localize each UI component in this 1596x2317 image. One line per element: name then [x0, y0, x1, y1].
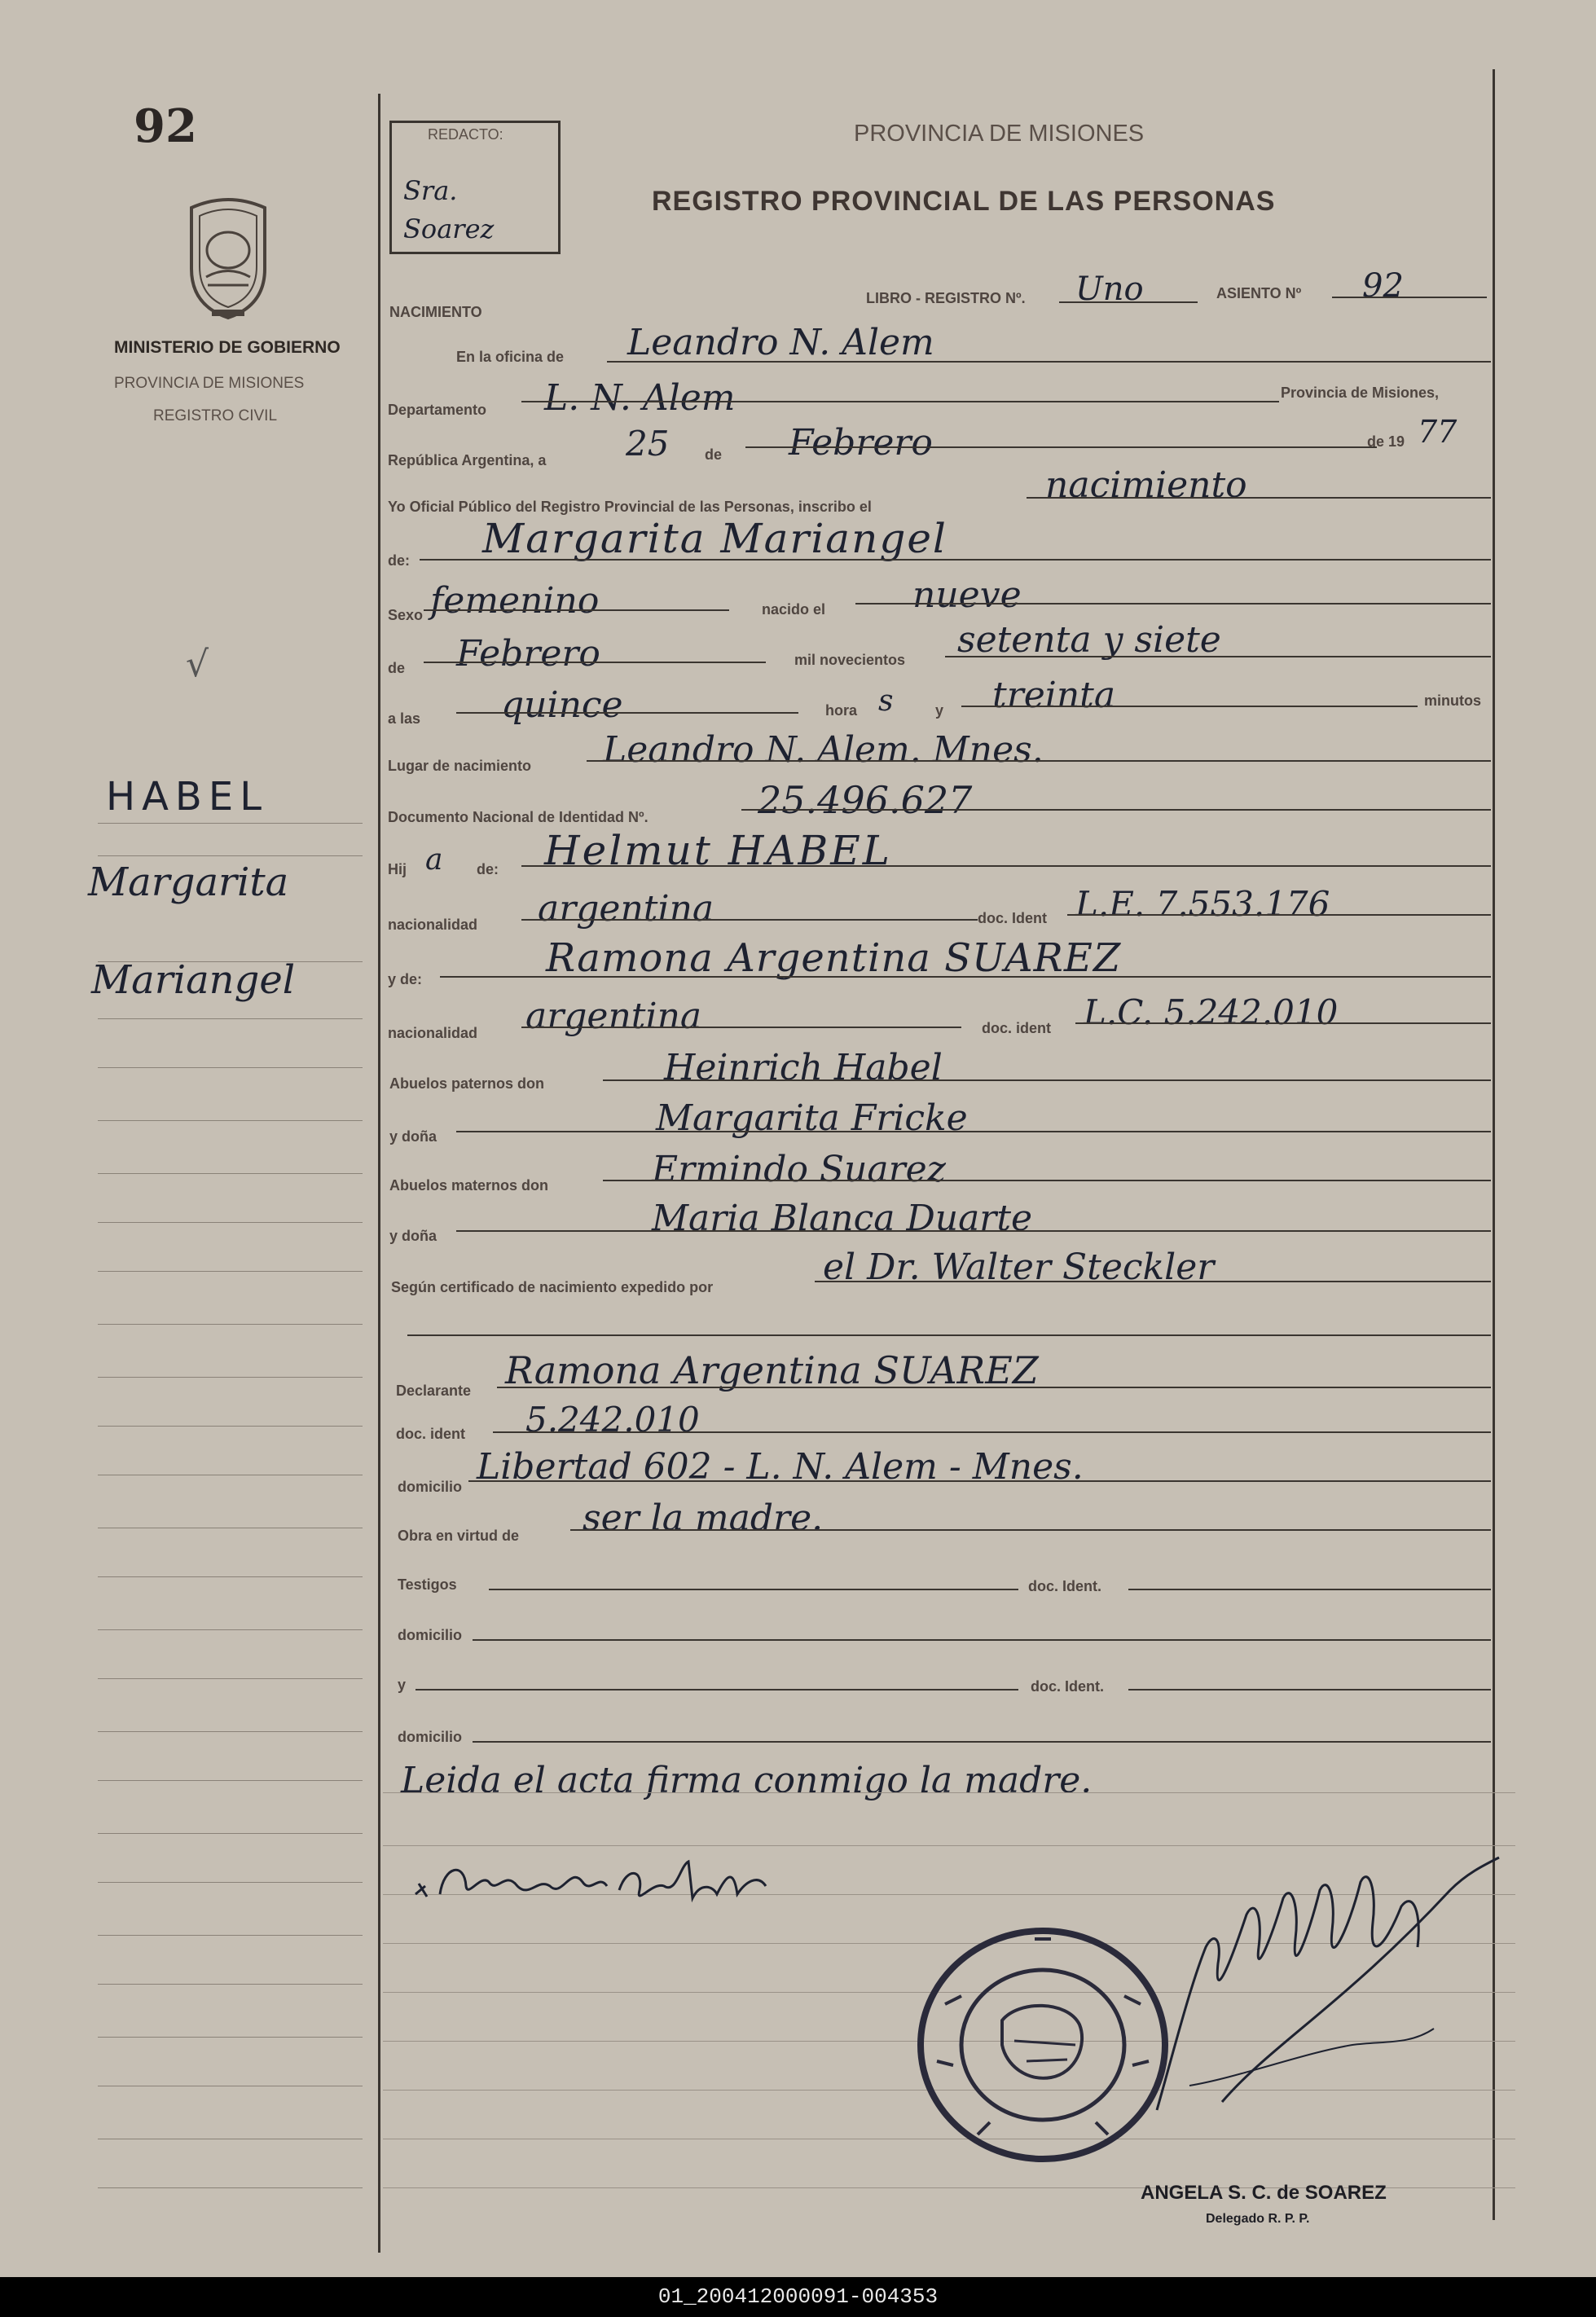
label-testigos: Testigos: [398, 1576, 457, 1593]
label-doc-ident-madre: doc. ident: [982, 1020, 1051, 1036]
label-de: de: [705, 446, 723, 463]
field-nacido-mes: Febrero: [456, 633, 600, 675]
field-inscribo: nacimiento: [1045, 464, 1247, 506]
label-sexo: Sexo: [388, 607, 424, 623]
field-lugar: Leandro N. Alem. Mnes.: [603, 729, 1044, 771]
field-dni: 25.496.627: [758, 778, 973, 822]
label-minutos: minutos: [1424, 692, 1481, 709]
redacto-line-2: Soarez: [403, 213, 495, 244]
field-madre: Ramona Argentina SUAREZ: [546, 935, 1122, 981]
section-nacimiento: NACIMIENTO: [389, 304, 482, 320]
field-leida: Leida el acta firma conmigo la madre.: [401, 1760, 1093, 1801]
field-anio: 77: [1418, 414, 1458, 450]
label-nacionalidad-2: nacionalidad: [388, 1025, 478, 1041]
page-number: 92: [134, 99, 197, 153]
field-hij-suffix: a: [425, 843, 443, 877]
officer-title: Delegado R. P. P.: [1206, 2212, 1310, 2226]
label-domicilio: domicilio: [398, 1479, 463, 1495]
label-obra: Obra en virtud de: [398, 1528, 520, 1544]
margin-given-name-1: Margarita: [88, 860, 289, 905]
label-doc-ident-t1: doc. Ident.: [1028, 1578, 1101, 1594]
official-seal-icon: [912, 1923, 1173, 2167]
libro-label: LIBRO - REGISTRO Nº.: [866, 290, 1026, 306]
field-oficina: Leandro N. Alem: [627, 322, 934, 363]
ministry-title: MINISTERIO DE GOBIERNO: [114, 338, 341, 357]
field-hora-suffix: s: [878, 684, 894, 718]
label-mil: mil novecientos: [794, 652, 906, 668]
asiento-label: ASIENTO Nº: [1216, 285, 1302, 301]
label-abuelos-paternos: Abuelos paternos don: [389, 1075, 545, 1092]
mother-signature-icon: [407, 1849, 774, 1923]
label-republica: República Argentina, a: [388, 452, 547, 468]
field-madre-doc: L.C. 5.242.010: [1084, 992, 1339, 1032]
field-declarante: Ramona Argentina SUAREZ: [505, 1348, 1039, 1392]
label-y-min: y: [935, 702, 944, 719]
label-de-padre: de:: [477, 861, 499, 877]
field-dia: 25: [626, 424, 670, 464]
label-provincia: Provincia de Misiones,: [1281, 385, 1440, 401]
coat-of-arms-icon: [175, 191, 281, 322]
field-nacido-dia: nueve: [912, 574, 1022, 616]
header-province: PROVINCIA DE MISIONES: [854, 121, 1145, 147]
margin-checkmark: √: [186, 644, 209, 685]
label-domicilio-t1: domicilio: [398, 1627, 463, 1643]
ministry-province: PROVINCIA DE MISIONES: [114, 375, 305, 392]
label-abuelos-maternos: Abuelos maternos don: [389, 1177, 549, 1194]
ministry-office: REGISTRO CIVIL: [153, 407, 278, 424]
field-padre: Helmut HABEL: [544, 827, 892, 874]
field-mes: Febrero: [789, 422, 933, 464]
label-y-dona-mat: y doña: [389, 1228, 437, 1244]
libro-value: Uno: [1075, 270, 1144, 308]
label-y-t2: y: [398, 1677, 407, 1693]
label-a-las: a las: [388, 710, 421, 727]
label-doc-ident-padre: doc. Ident: [978, 910, 1047, 926]
label-oficial: Yo Oficial Público del Registro Provincial de las Personas, inscribo el: [388, 499, 872, 515]
label-departamento: Departamento: [388, 402, 487, 418]
field-hora: quince: [501, 684, 623, 726]
label-domicilio-t2: domicilio: [398, 1729, 463, 1745]
label-certificado: Según certificado de nacimiento expedido por: [391, 1279, 714, 1295]
label-doc-ident-t2: doc. Ident.: [1031, 1678, 1104, 1695]
officer-signature-icon: [1141, 1841, 1515, 2135]
field-nombre: Margarita Mariangel: [482, 515, 947, 562]
field-abuelo-mat: Ermindo Suarez: [652, 1149, 946, 1190]
redacto-label: REDACTO:: [428, 126, 503, 143]
field-padre-doc: L.E. 7.553.176: [1075, 884, 1330, 924]
margin-given-name-2: Mariangel: [91, 957, 296, 1003]
field-abuela-mat: Maria Blanca Duarte: [652, 1198, 1033, 1239]
label-de-nombre: de:: [388, 552, 410, 569]
field-nacido-anio: setenta y siete: [957, 619, 1221, 661]
label-y-dona-pat: y doña: [389, 1128, 437, 1145]
margin-surname: HABEL: [106, 774, 268, 820]
label-nacido: nacido el: [762, 601, 826, 618]
field-decl-doc: 5.242.010: [525, 1400, 700, 1440]
label-y-de: y de:: [388, 971, 423, 987]
field-obra: ser la madre.: [583, 1497, 824, 1539]
label-de-19: de 19: [1367, 433, 1405, 450]
field-abuelo-pat: Heinrich Habel: [664, 1047, 943, 1088]
field-departamento: L. N. Alem: [544, 377, 736, 419]
officer-name: ANGELA S. C. de SOAREZ: [1141, 2182, 1387, 2204]
field-abuela-pat: Margarita Fricke: [656, 1097, 968, 1139]
asiento-value: 92: [1362, 267, 1404, 305]
label-nacionalidad: nacionalidad: [388, 917, 478, 933]
label-de-mes: de: [388, 660, 406, 676]
header-registry: REGISTRO PROVINCIAL DE LAS PERSONAS: [652, 186, 1276, 217]
label-dni: Documento Nacional de Identidad Nº.: [388, 809, 649, 825]
label-lugar: Lugar de nacimiento: [388, 758, 532, 774]
field-minutos: treinta: [992, 675, 1116, 716]
field-certificado: el Dr. Walter Steckler: [823, 1246, 1215, 1288]
label-doc-ident-decl: doc. ident: [396, 1426, 465, 1442]
field-sexo: femenino: [430, 580, 600, 622]
field-padre-nac: argentina: [538, 888, 714, 930]
redacto-line-1: Sra.: [403, 175, 458, 206]
label-oficina: En la oficina de: [456, 349, 565, 365]
label-declarante: Declarante: [396, 1383, 472, 1399]
label-hora: hora: [825, 702, 858, 719]
image-id-footer: 01_200412000091-004353: [0, 2277, 1596, 2317]
field-decl-dom: Libertad 602 - L. N. Alem - Mnes.: [477, 1446, 1084, 1488]
label-hij: Hij: [388, 861, 407, 877]
field-madre-nac: argentina: [525, 996, 702, 1037]
left-frame-line: [378, 94, 380, 2253]
